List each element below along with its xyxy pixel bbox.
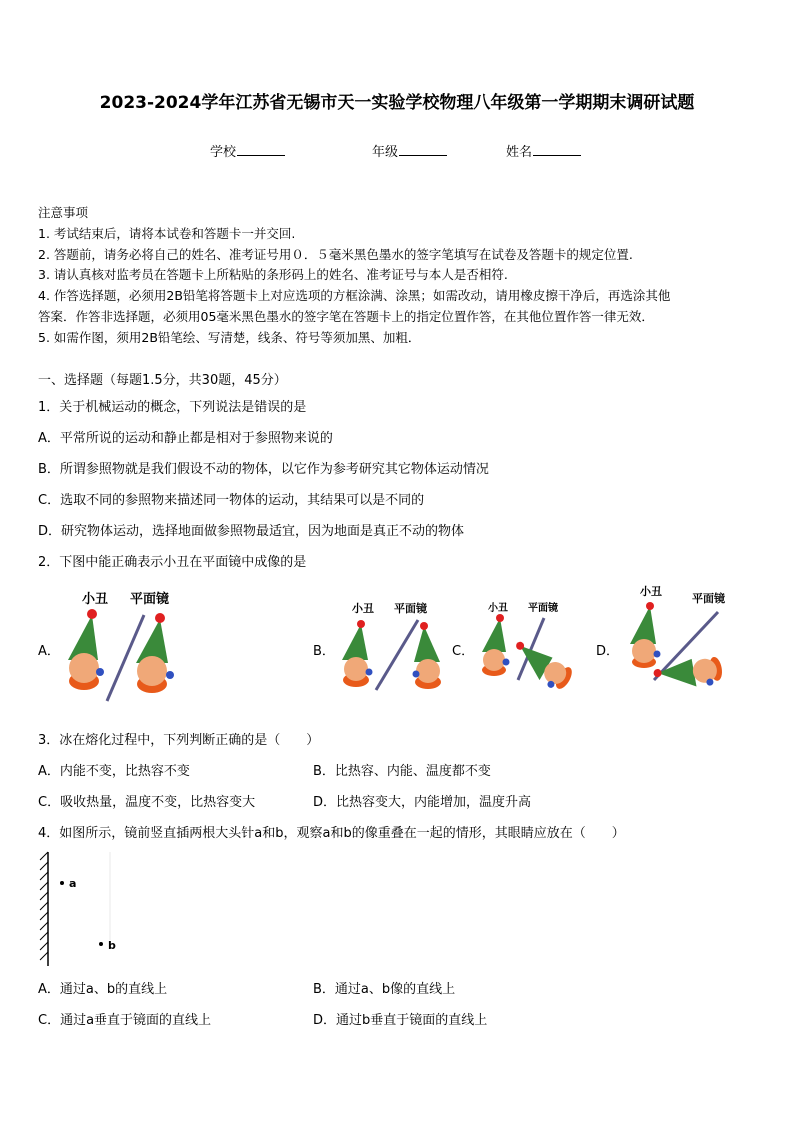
- pin-a-icon: [60, 881, 64, 885]
- clown-icon: [68, 609, 104, 690]
- mirror-line: [376, 620, 418, 690]
- q4-figure: [38, 850, 128, 970]
- q4-option-d[interactable]: D．通过b垂直于镜面的直线上: [313, 1013, 488, 1028]
- notes-item: 4. 作答选择题，必须用2B铅笔将答题卡上对应选项的方框涂满、涂黑；如需改动，请用橡皮擦干净后，再选涂其他: [38, 288, 671, 304]
- name-label: 姓名: [506, 145, 533, 160]
- mirror-label: 平面镜: [394, 602, 427, 615]
- pin-b-icon: [99, 942, 103, 946]
- clown-icon: [630, 602, 661, 668]
- q3-option-d[interactable]: D．比热容变大，内能增加，温度升高: [313, 795, 532, 810]
- mirror-hatch: [40, 852, 48, 960]
- q1-option-d[interactable]: D．研究物体运动，选择地面做参照物最适宜，因为地面是真正不动的物体: [38, 524, 465, 539]
- name-field: [506, 141, 581, 160]
- page-title: 2023-2024学年江苏省无锡市天一实验学校物理八年级第一学期期末调研试题: [99, 93, 695, 113]
- clown-label: 小丑: [82, 592, 109, 607]
- q3-option-b[interactable]: B．比热容、内能、温度都不变: [313, 764, 491, 779]
- q4-option-b[interactable]: B．通过a、b像的直线上: [313, 982, 456, 997]
- q1-option-a[interactable]: A．平常所说的运动和静止都是相对于参照物来说的: [38, 431, 333, 446]
- notes-heading: 注意事项: [38, 205, 89, 220]
- clown-image-icon: [652, 654, 724, 695]
- q2-option-a[interactable]: A．: [38, 644, 60, 659]
- notes-item: 5. 如需作图，须用2B铅笔绘、写清楚，线条、符号等须加黑、加粗．: [38, 329, 421, 345]
- notes-item: 答案．作答非选择题，必须用05毫米黑色墨水的签字笔在答题卡上的指定位置作答，在其他位置作答一律无效．: [38, 308, 654, 324]
- q2-option-b[interactable]: B．: [313, 644, 335, 659]
- mirror-label: 平面镜: [528, 603, 558, 614]
- q1-option-c[interactable]: C．选取不同的参照物来描述同一物体的运动，其结果可以是不同的: [38, 493, 425, 508]
- q4-option-c[interactable]: C．通过a垂直于镜面的直线上: [38, 1013, 212, 1028]
- clown-label: 小丑: [352, 602, 374, 615]
- notes-section: [38, 203, 762, 349]
- mirror-line: [107, 615, 144, 701]
- mirror-label: 平面镜: [692, 592, 725, 605]
- clown-image-icon: [413, 622, 442, 689]
- q3-option-c[interactable]: C．吸收热量，温度不变，比热容变大: [38, 795, 256, 810]
- q2-stem: 2．下图中能正确表示小丑在平面镜中成像的是: [38, 555, 307, 570]
- clown-icon: [482, 614, 510, 676]
- q2-figure-b: [336, 598, 451, 698]
- clown-image-icon: [506, 639, 575, 695]
- clown-icon: [342, 620, 373, 687]
- school-blank[interactable]: [237, 143, 285, 156]
- pin-b-label: b: [108, 939, 116, 952]
- q3-option-a[interactable]: A．内能不变，比热容不变: [38, 764, 190, 779]
- q2-option-d[interactable]: D．: [596, 644, 620, 659]
- q4-option-a[interactable]: A．通过a、b的直线上: [38, 982, 168, 997]
- school-field: [210, 141, 285, 160]
- mirror-label: 平面镜: [130, 592, 170, 607]
- section-heading: 一、选择题（每题1.5分，共30题，45分）: [38, 373, 287, 388]
- clown-image-icon: [136, 613, 174, 693]
- q4-stem: 4．如图所示，镜前竖直插两根大头针a和b，观察a和b的像重叠在一起的情形，其眼睛应放在（ ）: [38, 826, 625, 841]
- notes-item: 1. 考试结束后，请将本试卷和答题卡一并交回.: [38, 225, 296, 241]
- q1-option-b[interactable]: B．所谓参照物就是我们假设不动的物体，以它作为参考研究其它物体运动情况: [38, 462, 489, 477]
- grade-label: 年级: [372, 145, 399, 160]
- q3-stem: 3．冰在熔化过程中，下列判断正确的是（ ）: [38, 733, 320, 748]
- clown-label: 小丑: [640, 585, 662, 598]
- grade-field: [372, 141, 447, 160]
- notes-item: 2. 答题前，请务必将自己的姓名、准考证号用０．５毫米黑色墨水的签字笔填写在试卷及答题卡的规定位置.: [38, 246, 633, 262]
- clown-label: 小丑: [488, 603, 508, 614]
- grade-blank[interactable]: [399, 143, 447, 156]
- notes-item: 3. 请认真核对监考员在答题卡上所粘贴的条形码上的姓名、准考证号与本人是否相符.: [38, 267, 508, 283]
- name-blank[interactable]: [533, 143, 581, 156]
- school-label: 学校: [210, 145, 237, 160]
- q1-stem: 1．关于机械运动的概念，下列说法是错误的是: [38, 400, 307, 415]
- q2-figure-c: [478, 598, 588, 698]
- q2-figure-d: [626, 580, 746, 700]
- pin-a-label: a: [69, 877, 77, 890]
- q2-option-c[interactable]: C．: [452, 644, 475, 659]
- q2-figure-a: [62, 585, 192, 705]
